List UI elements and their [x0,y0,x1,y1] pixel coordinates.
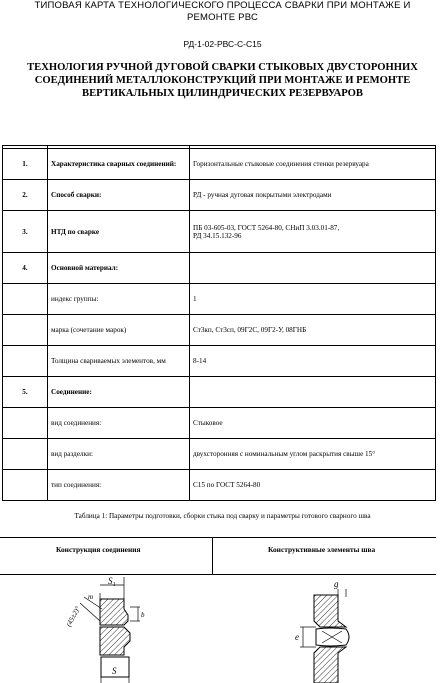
row-number: 1. [3,149,48,180]
document-title [0,61,445,100]
row-value [190,470,436,501]
row-number [3,284,48,315]
row-number [3,315,48,346]
row-value [190,377,436,408]
row-label: вид соединения: [48,408,190,439]
row-value [190,211,436,253]
title-line-2: СОЕДИНЕНИЙ МЕТАЛЛОКОНСТРУКЦИЙ ПРИ МОНТАЖЕ И РЕМОНТЕ [34,75,411,86]
row-value-line: Стыковое [193,419,223,427]
row-value-line: РД 34.15.132-96 [193,231,242,240]
parameters-table [2,145,436,501]
row-value [190,253,436,284]
table-row [3,408,436,439]
row-value [190,149,436,180]
s-label: S [112,666,117,676]
table-row [3,377,436,408]
table-row [3,284,436,315]
row-label: Характеристика сварных соединений: [48,149,190,180]
title-line-1: ТЕХНОЛОГИЯ РУЧНОЙ ДУГОВОЙ СВАРКИ СТЫКОВЫХ ДВУСТОРОННИХ [27,62,418,73]
right-figure-heading: Конструктивные элементы шва [268,545,376,554]
row-value [190,439,436,470]
row-number: 5. [3,377,48,408]
e-label: e [295,632,299,642]
joint-drawing [0,537,436,683]
m-label: m [88,593,94,601]
row-number [3,439,48,470]
table-row [3,180,436,211]
header-line-2: РЕМОНТЕ РВС [186,12,259,23]
table-caption: Таблица 1: Параметры подготовки, сборки стыка под сварку и параметры готового сварного шва [74,512,371,520]
row-label: Соединение: [48,377,190,408]
b-label: b [141,611,145,619]
row-number: 4. [3,253,48,284]
row-value [190,346,436,377]
row-label: Способ сварки: [48,180,190,211]
row-value-line: Горизонтальные стыковые соединения стенки резервуара [193,160,369,168]
row-label: вид разделки: [48,439,190,470]
row-value-line: 1 [193,295,197,303]
row-label: тип соединения: [48,470,190,501]
joint-construction-drawing [65,576,145,683]
row-number [3,408,48,439]
row-number: 2. [3,180,48,211]
angle-label: (45±2)° [64,604,83,628]
row-value-line: Ст3кп, Ст3сп, 09Г2С, 09Г2-У, 08ГНБ [193,326,307,334]
row-value [190,284,436,315]
table-row [3,211,436,253]
row-label: НТД по сварке [48,211,190,253]
g-label: g [334,579,339,589]
table-row [3,470,436,501]
row-label: Толщина свариваемых элементов, мм [48,346,190,377]
row-value-line: ПБ 03-605-03, ГОСТ 5264-80, СНиП 3.03.01-87, [193,223,340,232]
row-value-line: РД - ручная дуговая покрытыми электродами [193,191,332,199]
row-label: марка (сочетание марок) [48,315,190,346]
joint-figure [0,537,436,683]
header-line-1: ТИПОВАЯ КАРТА ТЕХНОЛОГИЧЕСКОГО ПРОЦЕССА СВАРКИ ПРИ МОНТАЖЕ И [34,0,411,11]
row-number: 3. [3,211,48,253]
document-code: РД-1-02-РВС-С-С15 [183,39,262,49]
table-row [3,315,436,346]
row-value [190,315,436,346]
s1-label: S₁ [108,576,116,586]
table-row [3,149,436,180]
row-number [3,346,48,377]
row-number [3,470,48,501]
row-value [190,180,436,211]
title-line-3: ВЕРТИКАЛЬНЫХ ЦИЛИНДРИЧЕСКИХ РЕЗЕРВУАРОВ [82,88,363,99]
table-row [3,253,436,284]
table-row [3,346,436,377]
row-value-line: 8-14 [193,357,207,365]
row-label: индекс группы: [48,284,190,315]
row-value [190,408,436,439]
table-row [3,439,436,470]
row-value-line: двухсторонняя с номинальным углом раскрытия свыше 15° [193,450,376,458]
row-value-line: С15 по ГОСТ 5264-80 [193,481,261,489]
row-label: Основной материал: [48,253,190,284]
weld-elements-drawing [295,579,349,683]
left-figure-heading: Конструкция соединения [56,545,141,554]
